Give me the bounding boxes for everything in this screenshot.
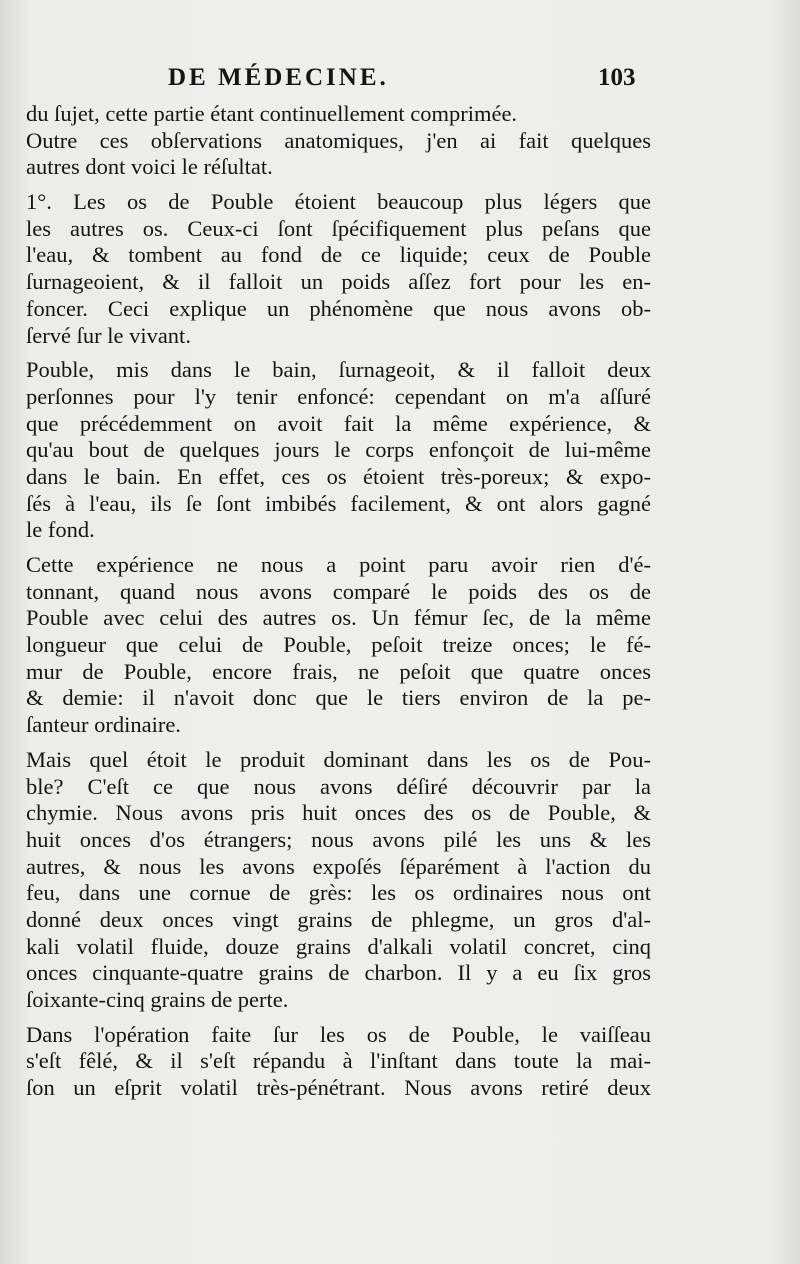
- text-line: Pouble avec celui des autres os. Un fémur ſec, de la même: [26, 605, 651, 631]
- text-line: autres, & nous les avons expoſés ſéparément à l'action du: [26, 853, 651, 879]
- paragraph: [26, 552, 651, 739]
- text-line: ſurnageoient, & il falloit un poids aſſez fort pour les en-: [26, 269, 651, 295]
- text-line: ble? C'eſt ce que nous avons déſiré découvrir par la: [26, 773, 651, 799]
- paragraph: [26, 101, 651, 128]
- text-line: ſoixante-cinq grains de perte.: [26, 987, 289, 1012]
- paragraph: [26, 128, 651, 181]
- text-line: du ſujet, cette partie étant continuellement comprimée.: [26, 101, 518, 126]
- text-line: ſanteur ordinaire.: [26, 712, 181, 738]
- text-line: Dans l'opération faite ſur les os de Pouble, le vaiſſeau: [26, 1021, 651, 1047]
- text-line: foncer. Ceci explique un phénomène que nous avons ob-: [26, 295, 651, 321]
- text-line: perſonnes pour l'y tenir enfoncé: cependant on m'a aſſuré: [26, 383, 651, 409]
- text-line: s'eſt fêlé, & il s'eſt répandu à l'inſtant dans toute la mai-: [26, 1048, 651, 1074]
- text-line: mur de Pouble, encore frais, ne peſoit que quatre onces: [26, 658, 651, 684]
- page-header: [0, 64, 800, 98]
- text-line: qu'au bout de quelques jours le corps enfonçoit de lui-même: [26, 437, 651, 463]
- text-line: ſervé ſur le vivant.: [26, 322, 191, 348]
- page-number: 103: [598, 64, 636, 91]
- text-line: & demie: il n'avoit donc que le tiers environ de la pe-: [26, 685, 651, 711]
- text-line: Cette expérience ne nous a point paru avoir rien d'é-: [26, 552, 651, 577]
- text-line: autres dont voici le réſultat.: [26, 154, 273, 180]
- text-line: donné deux onces vingt grains de phlegme, un gros d'al-: [26, 906, 651, 932]
- text-line: tonnant, quand nous avons comparé le poids des os de: [26, 578, 651, 604]
- text-line: onces cinquante-quatre grains de charbon. Il y a eu ſix gros: [26, 960, 651, 986]
- text-line: 1°. Les os de Pouble étoient beaucoup plus légers que: [26, 189, 651, 215]
- paragraph: [26, 747, 651, 1014]
- text-line: que précédemment on avoit fait la même expérience, &: [26, 410, 651, 436]
- text-line: les autres os. Ceux-ci ſont ſpécifiquement plus peſans que: [26, 215, 651, 241]
- text-line: ſés à l'eau, ils ſe ſont imbibés facilement, & ont alors gagné: [26, 490, 651, 516]
- text-line: Mais quel étoit le produit dominant dans les os de Pou-: [26, 746, 651, 772]
- text-line: kali volatil fluide, douze grains d'alkali volatil concret, cinq: [26, 933, 651, 959]
- text-line: dans le bain. En effet, ces os étoient très-poreux; & expo-: [26, 463, 651, 489]
- text-line: ſon un eſprit volatil très-pénétrant. Nous avons retiré deux: [26, 1075, 651, 1101]
- text-line: feu, dans une cornue de grès: les os ordinaires nous ont: [26, 880, 651, 906]
- text-line: le fond.: [26, 517, 95, 543]
- paragraph: [26, 357, 651, 544]
- text-line: Pouble, mis dans le bain, ſurnageoit, & il falloit deux: [26, 357, 651, 383]
- text-line: longueur que celui de Pouble, peſoit treize onces; le fé-: [26, 632, 651, 658]
- body-text: [26, 101, 651, 1102]
- running-head: DE MÉDECINE.: [168, 64, 389, 91]
- text-line: Outre ces obſervations anatomiques, j'en ai fait quelques: [26, 127, 651, 153]
- text-line: huit onces d'os étrangers; nous avons pilé les uns & les: [26, 826, 651, 852]
- text-line: chymie. Nous avons pris huit onces des os de Pouble, &: [26, 800, 651, 826]
- text-line: l'eau, & tombent au fond de ce liquide; ceux de Pouble: [26, 242, 651, 268]
- paragraph: [26, 189, 651, 349]
- paragraph: [26, 1022, 651, 1102]
